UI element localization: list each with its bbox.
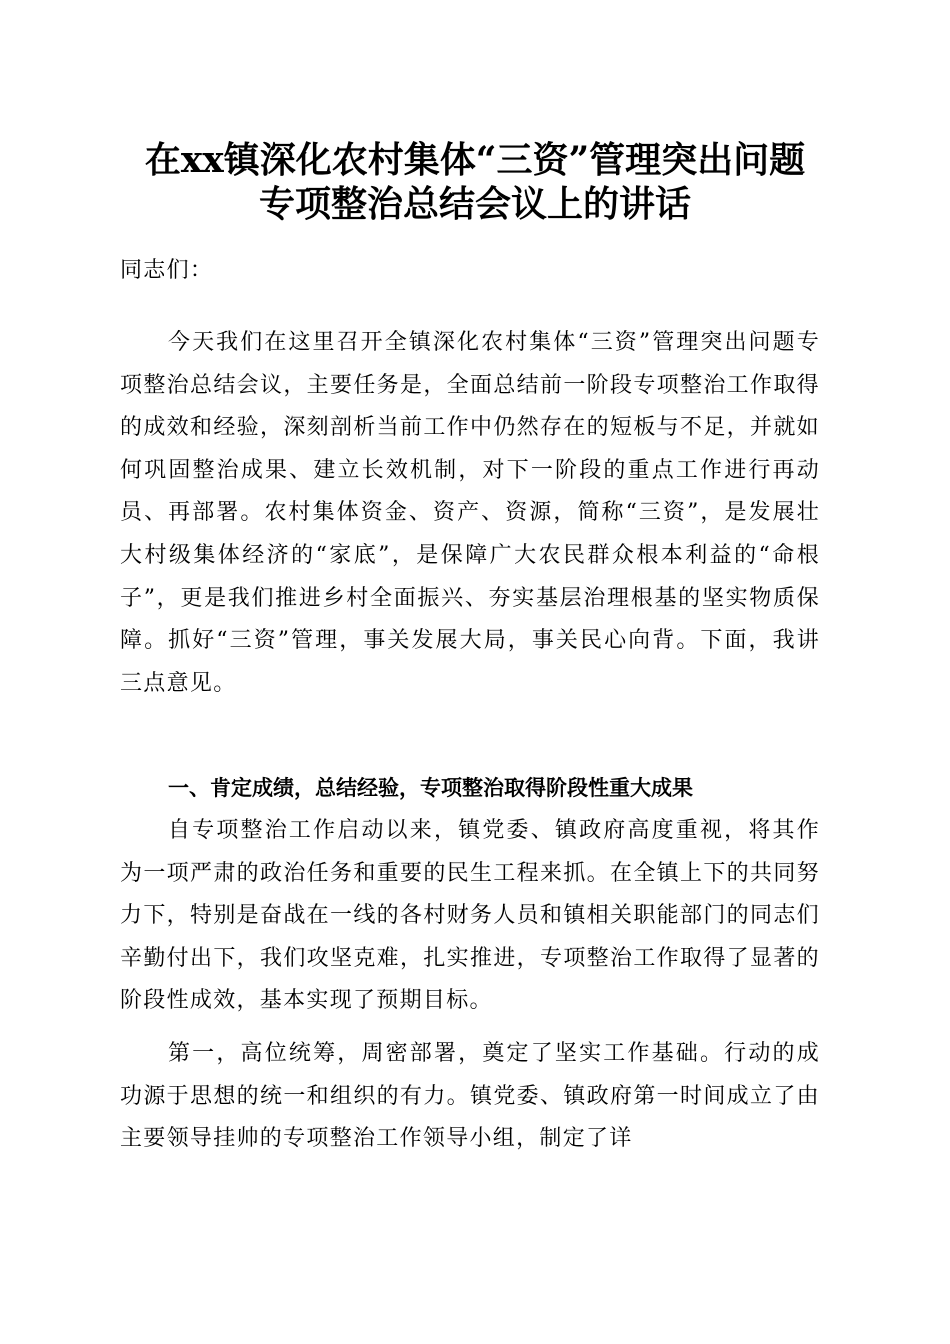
document-title-line-2: 专项整治总结会议上的讲话	[258, 183, 691, 225]
paragraph-section-1: 自专项整治工作启动以来，镇党委、镇政府高度重视，将其作为一项严肃的政治任务和重要的民生工程来抓。在全镇上下的共同努力下，特别是奋战在一线的各村财务人员和镇相关职能部门的同志们辛勤付出下，我们攻坚克难，扎实推进，专项整治工作取得了显著的阶段性成效，基本实现了预期目标。	[120, 818, 820, 1014]
salutation: 同志们：	[120, 258, 214, 283]
paragraph-point-1: 第一，高位统筹，周密部署，奠定了坚实工作基础。行动的成功源于思想的统一和组织的有力。镇党委、镇政府第一时间成立了由主要领导挂帅的专项整治工作领导小组，制定了详	[120, 1041, 820, 1152]
section-heading-1: 一、肯定成绩，总结经验，专项整治取得阶段性重大成果	[168, 776, 693, 800]
document-title-line-1: 在xx镇深化农村集体“三资”管理突出问题	[144, 139, 806, 181]
paragraph-intro: 今天我们在这里召开全镇深化农村集体“三资”管理突出问题专项整治总结会议，主要任务是，全面总结前一阶段专项整治工作取得的成效和经验，深刻剖析当前工作中仍然存在的短板与不足，并就如何巩固整治成果、建立长效机制，对下一阶段的重点工作进行再动员、再部署。农村集体资金、资产、资源，简称“三资”，是发展壮大村级集体经济的“家底”，是保障广大农民群众根本利益的“命根子”，更是我们推进乡村全面振兴、夯实基层治理根基的坚实物质保障。抓好“三资”管理，事关发展大局，事关民心向背。下面，我讲三点意见。	[120, 330, 820, 696]
